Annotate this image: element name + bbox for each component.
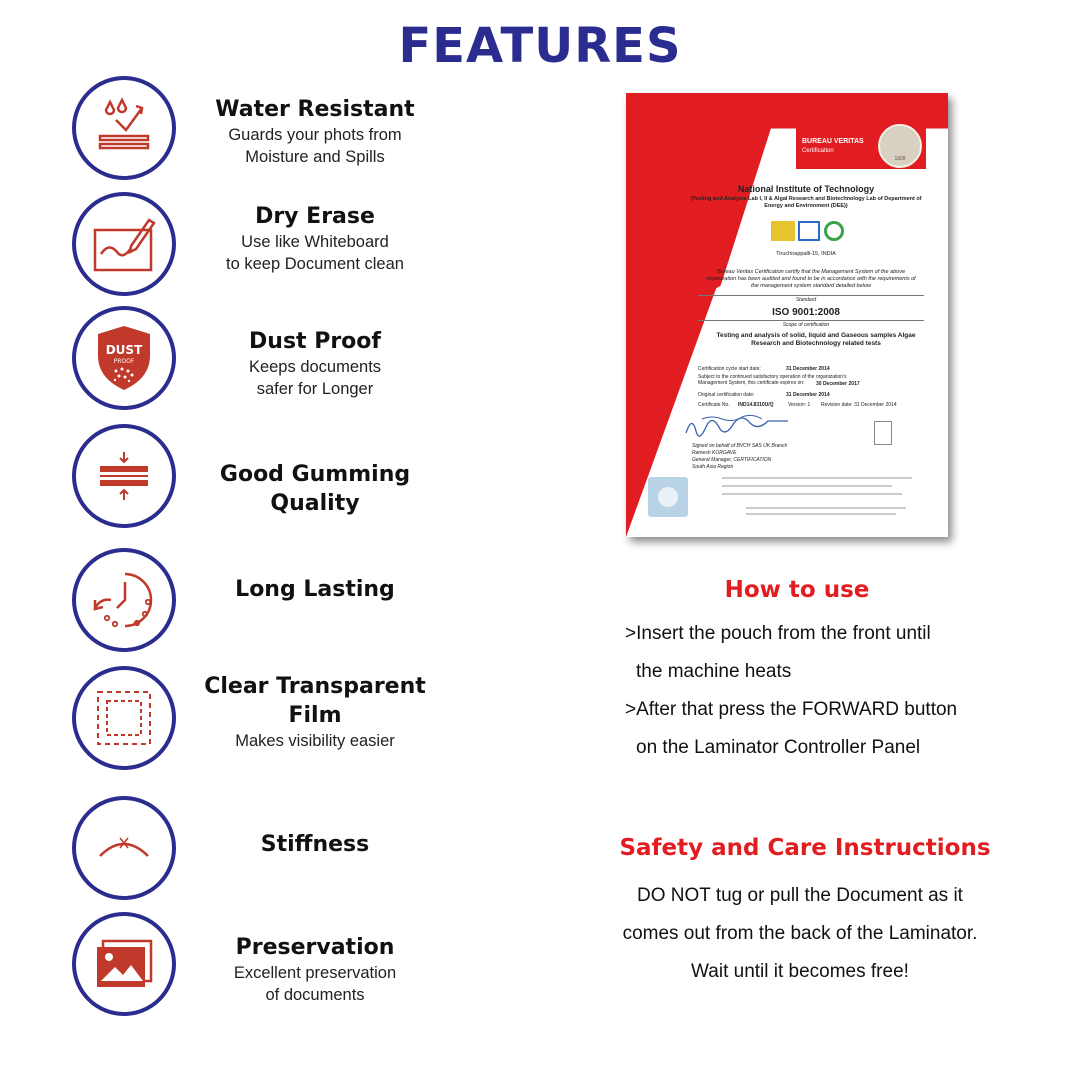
feature-title-line: Good Gumming bbox=[219, 462, 411, 487]
feature-icon-circle bbox=[72, 192, 176, 296]
veritas-seal-icon bbox=[878, 124, 922, 168]
feature-clear-film bbox=[200, 672, 430, 752]
feature-icon-circle bbox=[72, 76, 176, 180]
feature-title: Stiffness bbox=[260, 832, 370, 857]
feature-water-resistant bbox=[200, 95, 430, 168]
scope-label: Scope of certification bbox=[782, 322, 830, 328]
feature-icon-circle bbox=[72, 548, 176, 652]
feature-desc-line: safer for Longer bbox=[256, 380, 374, 398]
how-to-use-line: the machine heats bbox=[636, 661, 792, 682]
feature-title: Dry Erase bbox=[255, 204, 375, 229]
logo-subtitle: Certification bbox=[802, 148, 834, 154]
feature-desc-line: of documents bbox=[265, 986, 365, 1004]
page-title: FEATURES bbox=[398, 18, 682, 74]
certificate-location: Tiruchirappalli-15, INDIA bbox=[776, 251, 836, 257]
feature-preservation bbox=[200, 933, 430, 1006]
safety-line: DO NOT tug or pull the Document as it bbox=[637, 885, 963, 906]
feature-title: Preservation bbox=[235, 935, 395, 960]
feature-good-gumming bbox=[200, 460, 430, 518]
dust-shield-icon bbox=[94, 324, 154, 392]
signer-name: Ramesh KORGAVE bbox=[692, 450, 737, 456]
certificate-statement: Bureau Veritas Certification certify that the Management System of the above organization has been audited and found to be in accordance with the requirements of the management system standard detailed below bbox=[706, 269, 916, 289]
bureau-veritas-logo bbox=[796, 123, 926, 169]
feature-desc-line: Keeps documents bbox=[248, 358, 382, 376]
certificate-org: National Institute of Technology bbox=[737, 184, 875, 194]
feature-icon-circle bbox=[72, 796, 176, 900]
standard-name: ISO 9001:2008 bbox=[772, 307, 840, 318]
layers-press-icon bbox=[94, 446, 154, 506]
dust-badge-subtext: PROOF bbox=[113, 358, 135, 365]
dashed-square-icon bbox=[94, 688, 154, 748]
feature-desc-line: Guards your phots from bbox=[228, 126, 402, 144]
feature-icon-circle bbox=[72, 306, 176, 410]
cert-revision: Revision date: 31 December 2014 bbox=[821, 402, 897, 408]
standard-label: Standard bbox=[795, 297, 817, 303]
feature-icon-circle bbox=[72, 666, 176, 770]
picture-stack-icon bbox=[93, 937, 155, 991]
how-to-use-line: on the Laminator Controller Panel bbox=[636, 737, 921, 758]
feature-title-line: Film bbox=[288, 703, 342, 728]
feature-dust-proof bbox=[200, 327, 430, 400]
feature-desc-line: Makes visibility easier bbox=[235, 732, 395, 750]
feature-desc-line: Use like Whiteboard bbox=[241, 233, 389, 251]
feature-desc-line: Moisture and Spills bbox=[245, 148, 385, 166]
feature-stiffness bbox=[200, 830, 430, 859]
ukas-mark-icon bbox=[874, 421, 892, 445]
signer-region: South Asia Region bbox=[692, 464, 734, 470]
iso-certificate-image bbox=[626, 93, 948, 537]
feature-title: Water Resistant bbox=[215, 97, 415, 122]
dust-badge-text: DUST bbox=[105, 343, 143, 357]
recycle-logo-icon bbox=[824, 221, 844, 241]
feature-icon-circle bbox=[72, 912, 176, 1016]
feature-title: Long Lasting bbox=[235, 577, 395, 602]
how-to-use-line: >After that press the FORWARD button bbox=[625, 699, 958, 720]
seal-year: 1828 bbox=[894, 156, 906, 162]
logo-title: BUREAU VERITAS bbox=[802, 138, 864, 145]
hologram-icon bbox=[648, 477, 688, 517]
original-date: 31 December 2014 bbox=[786, 392, 830, 398]
how-to-use-line: >Insert the pouch from the front until bbox=[625, 623, 931, 644]
signed-by: Signed on behalf of BVCH SAS UK Branch bbox=[692, 443, 788, 449]
signer-title: General Manager, CERTIFICATION bbox=[692, 457, 772, 463]
marker-board-icon bbox=[91, 214, 157, 274]
certificate-org-sub: (Testing and Analysis Lab I, II & Algal Research and Biotechnology Lab of Department of Energy and Environment (DEE)) bbox=[690, 196, 922, 209]
cert-number: IND14.8310U/Q bbox=[738, 402, 774, 408]
expiry-date: 30 December 2017 bbox=[816, 381, 860, 387]
cert-number-label: Certificate No. bbox=[698, 402, 730, 408]
nit-logo-icon bbox=[771, 221, 795, 241]
cycle-start-date: 31 December 2014 bbox=[786, 366, 830, 372]
feature-icon-circle bbox=[72, 424, 176, 528]
nit-emblem-icon bbox=[798, 221, 820, 241]
clock-arrow-icon bbox=[91, 568, 157, 632]
feature-desc-line: to keep Document clean bbox=[226, 255, 404, 273]
feature-long-lasting bbox=[200, 575, 430, 604]
cert-version: Version: 1 bbox=[788, 402, 811, 408]
original-date-label: Original certification date: bbox=[698, 392, 755, 398]
safety-line: Wait until it becomes free! bbox=[691, 961, 909, 982]
feature-desc-line: Excellent preservation bbox=[233, 964, 397, 982]
safety-heading: Safety and Care Instructions bbox=[619, 835, 991, 861]
feature-title-line: Clear Transparent bbox=[204, 674, 426, 699]
water-drop-icon bbox=[92, 96, 156, 160]
bend-arc-icon bbox=[94, 828, 154, 868]
scope-text: Testing and analysis of solid, liquid and Gaseous samples Algae Research and Biotechnology related tests bbox=[716, 332, 916, 347]
feature-dry-erase bbox=[200, 202, 430, 275]
how-to-use-heading: How to use bbox=[724, 577, 870, 603]
signature-icon bbox=[682, 411, 802, 447]
feature-title: Dust Proof bbox=[249, 329, 381, 354]
expiry-text: Subject to the continued satisfactory operation of the organization's Management System, this certificate expires on: bbox=[698, 374, 847, 386]
feature-title-line: Quality bbox=[270, 491, 360, 516]
cycle-start-label: Certification cycle start date: bbox=[698, 366, 761, 372]
safety-line: comes out from the back of the Laminator. bbox=[622, 923, 978, 944]
